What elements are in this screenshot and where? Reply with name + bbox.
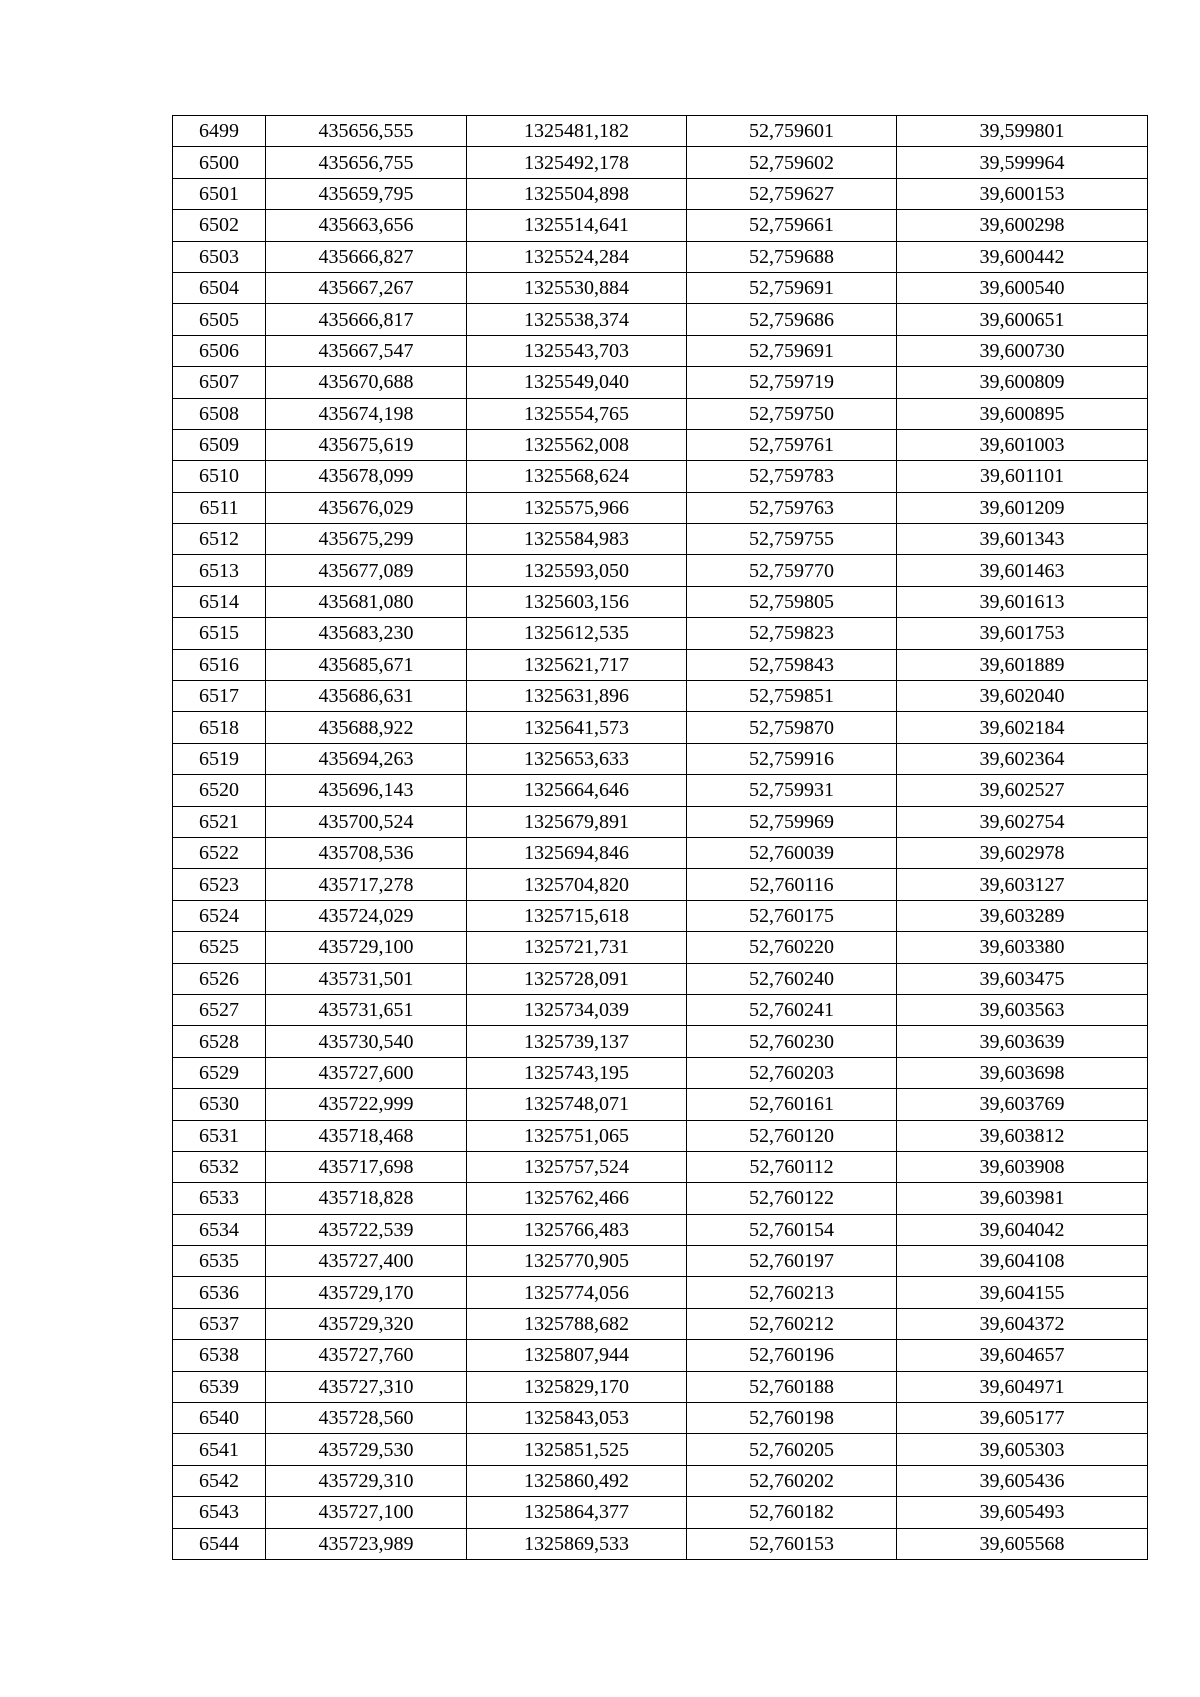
point-number-cell: 6537 <box>173 1308 266 1339</box>
longitude-cell: 39,603639 <box>897 1026 1148 1057</box>
latitude-cell: 52,759602 <box>687 147 897 178</box>
point-number-cell: 6513 <box>173 555 266 586</box>
longitude-cell: 39,600442 <box>897 241 1148 272</box>
coord-y-cell: 1325575,966 <box>467 492 687 523</box>
table-row <box>173 555 1148 586</box>
latitude-cell: 52,759851 <box>687 681 897 712</box>
coord-x-cell: 435686,631 <box>266 681 467 712</box>
point-number-cell: 6530 <box>173 1089 266 1120</box>
coord-x-cell: 435727,100 <box>266 1497 467 1528</box>
coord-x-cell: 435717,698 <box>266 1151 467 1182</box>
point-number-cell: 6527 <box>173 994 266 1025</box>
longitude-cell: 39,605436 <box>897 1465 1148 1496</box>
coord-x-cell: 435663,656 <box>266 210 467 241</box>
longitude-cell: 39,603475 <box>897 963 1148 994</box>
table-row <box>173 335 1148 366</box>
latitude-cell: 52,760196 <box>687 1340 897 1371</box>
point-number-cell: 6538 <box>173 1340 266 1371</box>
point-number-cell: 6518 <box>173 712 266 743</box>
point-number-cell: 6544 <box>173 1528 266 1559</box>
coord-y-cell: 1325621,717 <box>467 649 687 680</box>
coord-x-cell: 435688,922 <box>266 712 467 743</box>
coord-y-cell: 1325860,492 <box>467 1465 687 1496</box>
longitude-cell: 39,603380 <box>897 932 1148 963</box>
coord-y-cell: 1325843,053 <box>467 1403 687 1434</box>
point-number-cell: 6509 <box>173 429 266 460</box>
latitude-cell: 52,760153 <box>687 1528 897 1559</box>
coord-y-cell: 1325631,896 <box>467 681 687 712</box>
latitude-cell: 52,759805 <box>687 586 897 617</box>
latitude-cell: 52,760188 <box>687 1371 897 1402</box>
point-number-cell: 6536 <box>173 1277 266 1308</box>
point-number-cell: 6508 <box>173 398 266 429</box>
coord-x-cell: 435696,143 <box>266 775 467 806</box>
latitude-cell: 52,759688 <box>687 241 897 272</box>
coord-y-cell: 1325807,944 <box>467 1340 687 1371</box>
longitude-cell: 39,605568 <box>897 1528 1148 1559</box>
latitude-cell: 52,759627 <box>687 178 897 209</box>
table-row <box>173 1214 1148 1245</box>
latitude-cell: 52,760175 <box>687 900 897 931</box>
latitude-cell: 52,760197 <box>687 1246 897 1277</box>
table-row <box>173 1308 1148 1339</box>
table-row <box>173 241 1148 272</box>
coord-x-cell: 435729,320 <box>266 1308 467 1339</box>
point-number-cell: 6520 <box>173 775 266 806</box>
point-number-cell: 6506 <box>173 335 266 366</box>
latitude-cell: 52,759770 <box>687 555 897 586</box>
table-row <box>173 994 1148 1025</box>
point-number-cell: 6522 <box>173 837 266 868</box>
coord-y-cell: 1325562,008 <box>467 429 687 460</box>
table-row <box>173 116 1148 147</box>
latitude-cell: 52,760122 <box>687 1183 897 1214</box>
coord-x-cell: 435666,827 <box>266 241 467 272</box>
coord-x-cell: 435727,760 <box>266 1340 467 1371</box>
longitude-cell: 39,601463 <box>897 555 1148 586</box>
point-number-cell: 6501 <box>173 178 266 209</box>
point-number-cell: 6517 <box>173 681 266 712</box>
latitude-cell: 52,760202 <box>687 1465 897 1496</box>
coord-y-cell: 1325504,898 <box>467 178 687 209</box>
longitude-cell: 39,601753 <box>897 618 1148 649</box>
coord-x-cell: 435718,468 <box>266 1120 467 1151</box>
longitude-cell: 39,605493 <box>897 1497 1148 1528</box>
coordinates-table <box>172 115 1148 1560</box>
coord-x-cell: 435681,080 <box>266 586 467 617</box>
coord-x-cell: 435694,263 <box>266 743 467 774</box>
coord-x-cell: 435677,089 <box>266 555 467 586</box>
table-row <box>173 837 1148 868</box>
longitude-cell: 39,602040 <box>897 681 1148 712</box>
latitude-cell: 52,759931 <box>687 775 897 806</box>
table-row <box>173 1528 1148 1559</box>
latitude-cell: 52,760116 <box>687 869 897 900</box>
table-row <box>173 524 1148 555</box>
table-row <box>173 649 1148 680</box>
table-row <box>173 1183 1148 1214</box>
coord-y-cell: 1325770,905 <box>467 1246 687 1277</box>
coord-x-cell: 435722,539 <box>266 1214 467 1245</box>
table-row <box>173 1403 1148 1434</box>
table-row <box>173 1151 1148 1182</box>
longitude-cell: 39,599964 <box>897 147 1148 178</box>
longitude-cell: 39,602527 <box>897 775 1148 806</box>
point-number-cell: 6526 <box>173 963 266 994</box>
point-number-cell: 6529 <box>173 1057 266 1088</box>
point-number-cell: 6524 <box>173 900 266 931</box>
point-number-cell: 6500 <box>173 147 266 178</box>
longitude-cell: 39,600651 <box>897 304 1148 335</box>
coord-y-cell: 1325851,525 <box>467 1434 687 1465</box>
coord-y-cell: 1325514,641 <box>467 210 687 241</box>
coord-x-cell: 435727,600 <box>266 1057 467 1088</box>
longitude-cell: 39,603698 <box>897 1057 1148 1088</box>
table-row <box>173 461 1148 492</box>
latitude-cell: 52,760205 <box>687 1434 897 1465</box>
table-row <box>173 429 1148 460</box>
coordinates-table-body <box>173 116 1148 1560</box>
table-row <box>173 869 1148 900</box>
table-row <box>173 1089 1148 1120</box>
longitude-cell: 39,604042 <box>897 1214 1148 1245</box>
latitude-cell: 52,759750 <box>687 398 897 429</box>
coord-y-cell: 1325734,039 <box>467 994 687 1025</box>
point-number-cell: 6532 <box>173 1151 266 1182</box>
coord-x-cell: 435678,099 <box>266 461 467 492</box>
longitude-cell: 39,600895 <box>897 398 1148 429</box>
coord-x-cell: 435675,299 <box>266 524 467 555</box>
coord-y-cell: 1325568,624 <box>467 461 687 492</box>
coord-y-cell: 1325743,195 <box>467 1057 687 1088</box>
coord-x-cell: 435718,828 <box>266 1183 467 1214</box>
latitude-cell: 52,760213 <box>687 1277 897 1308</box>
longitude-cell: 39,604971 <box>897 1371 1148 1402</box>
latitude-cell: 52,759761 <box>687 429 897 460</box>
table-row <box>173 712 1148 743</box>
point-number-cell: 6539 <box>173 1371 266 1402</box>
table-row <box>173 1497 1148 1528</box>
coord-x-cell: 435729,170 <box>266 1277 467 1308</box>
point-number-cell: 6511 <box>173 492 266 523</box>
coord-y-cell: 1325864,377 <box>467 1497 687 1528</box>
point-number-cell: 6503 <box>173 241 266 272</box>
coord-y-cell: 1325641,573 <box>467 712 687 743</box>
coord-x-cell: 435667,547 <box>266 335 467 366</box>
coord-x-cell: 435670,688 <box>266 367 467 398</box>
coord-y-cell: 1325603,156 <box>467 586 687 617</box>
coord-y-cell: 1325543,703 <box>467 335 687 366</box>
latitude-cell: 52,759763 <box>687 492 897 523</box>
latitude-cell: 52,760220 <box>687 932 897 963</box>
point-number-cell: 6521 <box>173 806 266 837</box>
longitude-cell: 39,600540 <box>897 272 1148 303</box>
coord-x-cell: 435727,310 <box>266 1371 467 1402</box>
table-row <box>173 1277 1148 1308</box>
coord-x-cell: 435728,560 <box>266 1403 467 1434</box>
longitude-cell: 39,603127 <box>897 869 1148 900</box>
longitude-cell: 39,603769 <box>897 1089 1148 1120</box>
longitude-cell: 39,601889 <box>897 649 1148 680</box>
coord-y-cell: 1325679,891 <box>467 806 687 837</box>
longitude-cell: 39,604155 <box>897 1277 1148 1308</box>
table-row <box>173 1465 1148 1496</box>
latitude-cell: 52,759823 <box>687 618 897 649</box>
table-row <box>173 210 1148 241</box>
point-number-cell: 6535 <box>173 1246 266 1277</box>
longitude-cell: 39,603563 <box>897 994 1148 1025</box>
coord-y-cell: 1325757,524 <box>467 1151 687 1182</box>
latitude-cell: 52,760161 <box>687 1089 897 1120</box>
latitude-cell: 52,759783 <box>687 461 897 492</box>
table-row <box>173 147 1148 178</box>
coord-x-cell: 435676,029 <box>266 492 467 523</box>
coord-x-cell: 435730,540 <box>266 1026 467 1057</box>
longitude-cell: 39,605303 <box>897 1434 1148 1465</box>
coord-x-cell: 435729,530 <box>266 1434 467 1465</box>
longitude-cell: 39,601101 <box>897 461 1148 492</box>
latitude-cell: 52,759686 <box>687 304 897 335</box>
coord-y-cell: 1325829,170 <box>467 1371 687 1402</box>
coord-x-cell: 435674,198 <box>266 398 467 429</box>
table-row <box>173 681 1148 712</box>
longitude-cell: 39,602754 <box>897 806 1148 837</box>
coord-x-cell: 435724,029 <box>266 900 467 931</box>
longitude-cell: 39,600730 <box>897 335 1148 366</box>
latitude-cell: 52,759870 <box>687 712 897 743</box>
coord-y-cell: 1325762,466 <box>467 1183 687 1214</box>
longitude-cell: 39,602978 <box>897 837 1148 868</box>
latitude-cell: 52,759969 <box>687 806 897 837</box>
coord-x-cell: 435729,100 <box>266 932 467 963</box>
point-number-cell: 6512 <box>173 524 266 555</box>
point-number-cell: 6519 <box>173 743 266 774</box>
coord-y-cell: 1325538,374 <box>467 304 687 335</box>
coord-y-cell: 1325584,983 <box>467 524 687 555</box>
coord-x-cell: 435731,651 <box>266 994 467 1025</box>
table-row <box>173 586 1148 617</box>
point-number-cell: 6540 <box>173 1403 266 1434</box>
table-row <box>173 806 1148 837</box>
table-row <box>173 775 1148 806</box>
table-row <box>173 398 1148 429</box>
coord-x-cell: 435723,989 <box>266 1528 467 1559</box>
longitude-cell: 39,604657 <box>897 1340 1148 1371</box>
longitude-cell: 39,603908 <box>897 1151 1148 1182</box>
coord-y-cell: 1325664,646 <box>467 775 687 806</box>
coord-y-cell: 1325481,182 <box>467 116 687 147</box>
coord-y-cell: 1325751,065 <box>467 1120 687 1151</box>
latitude-cell: 52,760120 <box>687 1120 897 1151</box>
latitude-cell: 52,760039 <box>687 837 897 868</box>
coord-x-cell: 435675,619 <box>266 429 467 460</box>
longitude-cell: 39,599801 <box>897 116 1148 147</box>
longitude-cell: 39,600298 <box>897 210 1148 241</box>
latitude-cell: 52,760154 <box>687 1214 897 1245</box>
coord-x-cell: 435685,671 <box>266 649 467 680</box>
latitude-cell: 52,760240 <box>687 963 897 994</box>
point-number-cell: 6507 <box>173 367 266 398</box>
latitude-cell: 52,760230 <box>687 1026 897 1057</box>
table-row <box>173 367 1148 398</box>
table-row <box>173 1340 1148 1371</box>
table-row <box>173 1120 1148 1151</box>
longitude-cell: 39,602184 <box>897 712 1148 743</box>
longitude-cell: 39,602364 <box>897 743 1148 774</box>
point-number-cell: 6515 <box>173 618 266 649</box>
latitude-cell: 52,760212 <box>687 1308 897 1339</box>
coord-x-cell: 435722,999 <box>266 1089 467 1120</box>
coord-x-cell: 435656,755 <box>266 147 467 178</box>
point-number-cell: 6523 <box>173 869 266 900</box>
coord-y-cell: 1325739,137 <box>467 1026 687 1057</box>
coord-x-cell: 435727,400 <box>266 1246 467 1277</box>
coord-y-cell: 1325612,535 <box>467 618 687 649</box>
point-number-cell: 6525 <box>173 932 266 963</box>
latitude-cell: 52,760203 <box>687 1057 897 1088</box>
table-row <box>173 492 1148 523</box>
point-number-cell: 6541 <box>173 1434 266 1465</box>
point-number-cell: 6543 <box>173 1497 266 1528</box>
coord-y-cell: 1325554,765 <box>467 398 687 429</box>
table-row <box>173 743 1148 774</box>
table-row <box>173 178 1148 209</box>
table-row <box>173 272 1148 303</box>
coord-x-cell: 435717,278 <box>266 869 467 900</box>
latitude-cell: 52,759843 <box>687 649 897 680</box>
coord-x-cell: 435700,524 <box>266 806 467 837</box>
coord-y-cell: 1325788,682 <box>467 1308 687 1339</box>
table-row <box>173 1026 1148 1057</box>
longitude-cell: 39,603289 <box>897 900 1148 931</box>
coord-y-cell: 1325549,040 <box>467 367 687 398</box>
latitude-cell: 52,759755 <box>687 524 897 555</box>
coord-y-cell: 1325721,731 <box>467 932 687 963</box>
latitude-cell: 52,759719 <box>687 367 897 398</box>
coord-x-cell: 435666,817 <box>266 304 467 335</box>
point-number-cell: 6531 <box>173 1120 266 1151</box>
coord-x-cell: 435659,795 <box>266 178 467 209</box>
coord-y-cell: 1325593,050 <box>467 555 687 586</box>
point-number-cell: 6534 <box>173 1214 266 1245</box>
coord-y-cell: 1325694,846 <box>467 837 687 868</box>
point-number-cell: 6528 <box>173 1026 266 1057</box>
table-row <box>173 900 1148 931</box>
coord-y-cell: 1325715,618 <box>467 900 687 931</box>
table-row <box>173 618 1148 649</box>
point-number-cell: 6505 <box>173 304 266 335</box>
point-number-cell: 6533 <box>173 1183 266 1214</box>
coord-y-cell: 1325492,178 <box>467 147 687 178</box>
latitude-cell: 52,760112 <box>687 1151 897 1182</box>
latitude-cell: 52,759691 <box>687 335 897 366</box>
coord-x-cell: 435708,536 <box>266 837 467 868</box>
coord-y-cell: 1325530,884 <box>467 272 687 303</box>
coord-x-cell: 435731,501 <box>266 963 467 994</box>
longitude-cell: 39,601003 <box>897 429 1148 460</box>
table-row <box>173 932 1148 963</box>
coord-x-cell: 435683,230 <box>266 618 467 649</box>
longitude-cell: 39,604108 <box>897 1246 1148 1277</box>
point-number-cell: 6542 <box>173 1465 266 1496</box>
coord-y-cell: 1325748,071 <box>467 1089 687 1120</box>
table-row <box>173 1246 1148 1277</box>
table-row <box>173 963 1148 994</box>
latitude-cell: 52,759601 <box>687 116 897 147</box>
coord-y-cell: 1325728,091 <box>467 963 687 994</box>
point-number-cell: 6514 <box>173 586 266 617</box>
table-row <box>173 304 1148 335</box>
coord-y-cell: 1325774,056 <box>467 1277 687 1308</box>
longitude-cell: 39,603981 <box>897 1183 1148 1214</box>
coord-x-cell: 435656,555 <box>266 116 467 147</box>
longitude-cell: 39,600153 <box>897 178 1148 209</box>
longitude-cell: 39,604372 <box>897 1308 1148 1339</box>
coord-y-cell: 1325524,284 <box>467 241 687 272</box>
point-number-cell: 6499 <box>173 116 266 147</box>
coord-x-cell: 435667,267 <box>266 272 467 303</box>
longitude-cell: 39,605177 <box>897 1403 1148 1434</box>
coord-y-cell: 1325869,533 <box>467 1528 687 1559</box>
longitude-cell: 39,601613 <box>897 586 1148 617</box>
table-row <box>173 1057 1148 1088</box>
latitude-cell: 52,759691 <box>687 272 897 303</box>
longitude-cell: 39,600809 <box>897 367 1148 398</box>
table-row <box>173 1434 1148 1465</box>
point-number-cell: 6510 <box>173 461 266 492</box>
table-row <box>173 1371 1148 1402</box>
coord-y-cell: 1325766,483 <box>467 1214 687 1245</box>
coord-x-cell: 435729,310 <box>266 1465 467 1496</box>
coord-y-cell: 1325704,820 <box>467 869 687 900</box>
longitude-cell: 39,601209 <box>897 492 1148 523</box>
point-number-cell: 6502 <box>173 210 266 241</box>
longitude-cell: 39,601343 <box>897 524 1148 555</box>
point-number-cell: 6516 <box>173 649 266 680</box>
latitude-cell: 52,760182 <box>687 1497 897 1528</box>
latitude-cell: 52,759916 <box>687 743 897 774</box>
point-number-cell: 6504 <box>173 272 266 303</box>
latitude-cell: 52,760198 <box>687 1403 897 1434</box>
latitude-cell: 52,760241 <box>687 994 897 1025</box>
longitude-cell: 39,603812 <box>897 1120 1148 1151</box>
latitude-cell: 52,759661 <box>687 210 897 241</box>
coord-y-cell: 1325653,633 <box>467 743 687 774</box>
